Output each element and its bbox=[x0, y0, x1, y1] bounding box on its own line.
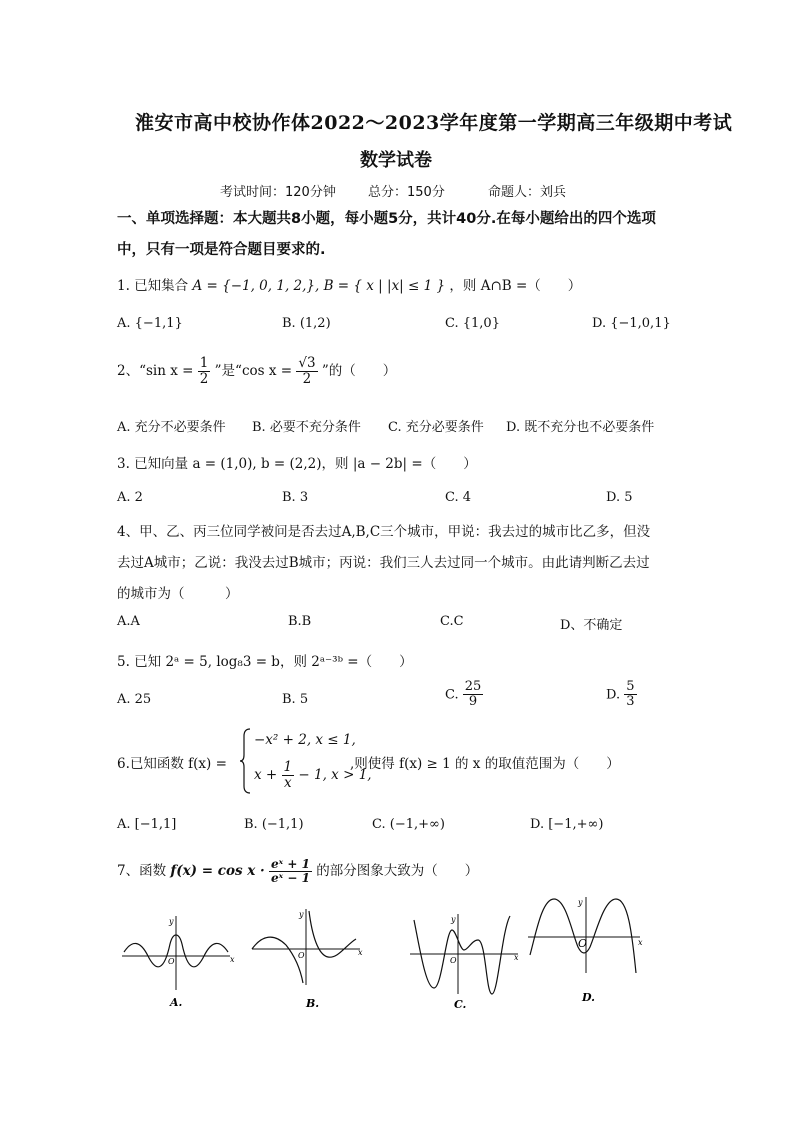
section-heading-line1: 一、单项选择题：本大题共8小题，每小题5分，共计40分.在每小题给出的四个选项 bbox=[117, 211, 656, 227]
graph-b-label: B. bbox=[306, 997, 320, 1010]
q2-frac1-num: 1 bbox=[199, 355, 209, 371]
q7-fraction bbox=[269, 858, 312, 885]
q7-frac-num: eˣ + 1 bbox=[271, 857, 310, 871]
q2-fraction-1 bbox=[198, 356, 211, 387]
q5-c-num: 25 bbox=[464, 679, 482, 694]
q2-frac2-num: √3 bbox=[298, 355, 316, 371]
graph-c-origin: O bbox=[450, 956, 457, 965]
q6-suffix: ,则使得 f(x) ≥ 1 的 x 的取值范围为（ ） bbox=[350, 756, 620, 772]
q5-option-d-fraction bbox=[624, 680, 636, 710]
graph-b-y-label: y bbox=[299, 910, 304, 919]
q5-option-d-label: D. bbox=[606, 687, 621, 703]
q2-frac1-den: 2 bbox=[199, 370, 209, 387]
q3-option-b: B. 3 bbox=[282, 490, 309, 505]
q4-option-b: B.B bbox=[288, 614, 312, 629]
q2-fraction-2 bbox=[296, 356, 317, 387]
q5-option-d bbox=[606, 680, 637, 710]
question-2 bbox=[117, 356, 396, 387]
q6-prefix: 6.已知函数 f(x) = bbox=[117, 756, 227, 772]
q1-option-b: B. (1,2) bbox=[282, 316, 331, 331]
q6-case-1: −x² + 2, x ≤ 1, bbox=[254, 732, 356, 748]
graph-a-y-label: y bbox=[169, 917, 174, 926]
graph-d-origin: O bbox=[578, 937, 588, 950]
graph-a-label: A. bbox=[170, 996, 183, 1009]
question-4-line3: 的城市为（ ） bbox=[117, 586, 239, 602]
q7-graph-c bbox=[406, 910, 524, 1016]
q6-case2-num: 1 bbox=[283, 759, 293, 775]
question-1 bbox=[117, 274, 581, 294]
q6-option-a: A. [−1,1] bbox=[117, 817, 177, 832]
q2-option-a: A. 充分不必要条件 bbox=[117, 420, 226, 435]
q5-c-den: 9 bbox=[468, 694, 478, 710]
exam-author: 命题人：刘兵 bbox=[488, 185, 567, 200]
q6-option-c: C. (−1,+∞) bbox=[372, 817, 445, 832]
q5-option-c-fraction bbox=[463, 680, 484, 710]
q7-prefix: 7、函数 bbox=[117, 863, 167, 880]
q1-option-c: C. {1,0} bbox=[445, 316, 500, 331]
page-title: 淮安市高中校协作体2022～2023学年度第一学期高三年级期中考试 bbox=[135, 112, 733, 134]
q1-prefix: 1. 已知集合 bbox=[117, 278, 189, 294]
graph-a-origin: O bbox=[168, 957, 175, 966]
question-4-line1: 4、甲、乙、丙三位同学被问是否去过A,B,C三个城市，甲说：我去过的城市比乙多，但没 bbox=[117, 524, 651, 540]
q1-set-b: , B = { x | |x| ≤ 1 } bbox=[315, 278, 446, 294]
graph-d-y-label: y bbox=[578, 898, 583, 907]
graph-c-y-label: y bbox=[451, 915, 456, 924]
q1-option-d: D. {−1,0,1} bbox=[592, 316, 671, 331]
graph-d-x-label: x bbox=[638, 938, 643, 947]
question-4-line2: 去过A城市；乙说：我没去过B城市；丙说：我们三人去过同一个城市。由此请判断乙去过 bbox=[117, 555, 650, 571]
q7-graph-a bbox=[118, 912, 236, 1012]
q5-d-den: 3 bbox=[626, 694, 635, 710]
graph-b-origin: O bbox=[298, 951, 305, 960]
q2-middle: ”是“cos x = bbox=[214, 362, 293, 379]
q2-suffix: ”的（ ） bbox=[321, 362, 397, 379]
graph-c-x-label: x bbox=[514, 953, 519, 962]
question-5: 5. 已知 2ᵃ = 5, log₈3 = b，则 2ᵃ⁻³ᵇ =（ ） bbox=[117, 654, 413, 670]
q5-option-b: B. 5 bbox=[282, 692, 309, 707]
q6-case2-fraction bbox=[282, 760, 295, 791]
q7-frac-den: eˣ − 1 bbox=[271, 871, 310, 886]
graph-a-x-label: x bbox=[230, 955, 235, 964]
q1-option-a: A. {−1,1} bbox=[117, 316, 183, 331]
q1-set-a: A = {−1, 0, 1, 2,} bbox=[192, 278, 315, 294]
q7-function: f(x) = cos x · bbox=[170, 863, 265, 880]
q4-option-d: D、不确定 bbox=[560, 618, 623, 633]
q4-option-c: C.C bbox=[440, 614, 464, 629]
q2-option-b: B. 必要不充分条件 bbox=[252, 420, 361, 435]
q2-option-d: D. 既不充分也不必要条件 bbox=[506, 420, 655, 435]
graph-d-label: D. bbox=[582, 991, 595, 1004]
q6-case2-pre: x + bbox=[254, 766, 278, 783]
q1-suffix: ，则 A∩B =（ ） bbox=[449, 278, 582, 294]
q6-case2-den: x bbox=[284, 774, 292, 791]
q2-prefix: 2、“sin x = bbox=[117, 362, 194, 379]
q6-brace bbox=[240, 728, 252, 794]
graph-c-label: C. bbox=[454, 998, 467, 1011]
q3-option-d: D. 5 bbox=[606, 490, 633, 505]
q3-option-a: A. 2 bbox=[117, 490, 143, 505]
question-3: 3. 已知向量 a = (1,0), b = (2,2)，则 |a − 2b| =（ ） bbox=[117, 456, 477, 472]
q5-option-c-label: C. bbox=[445, 687, 459, 703]
q7-graph-b bbox=[248, 905, 366, 1015]
total-score: 总分：150分 bbox=[368, 185, 445, 200]
q6-option-b: B. (−1,1) bbox=[244, 817, 304, 832]
q4-option-a: A.A bbox=[117, 614, 140, 629]
question-7 bbox=[117, 858, 478, 885]
q6-case2-post: − 1, x > 1, bbox=[298, 766, 372, 783]
q2-option-c: C. 充分必要条件 bbox=[388, 420, 484, 435]
section-heading-line2: 中，只有一项是符合题目要求的. bbox=[117, 242, 326, 258]
q5-d-num: 5 bbox=[626, 679, 635, 694]
exam-time: 考试时间：120分钟 bbox=[220, 185, 336, 200]
graph-b-x-label: x bbox=[358, 948, 363, 957]
page-subtitle: 数学试卷 bbox=[360, 150, 432, 171]
q3-option-c: C. 4 bbox=[445, 490, 472, 505]
q6-option-d: D. [−1,+∞) bbox=[530, 817, 604, 832]
q7-graph-d bbox=[524, 893, 646, 1008]
q5-option-a: A. 25 bbox=[117, 692, 152, 707]
q5-option-c bbox=[445, 680, 483, 710]
q2-frac2-den: 2 bbox=[302, 370, 312, 387]
q7-suffix: 的部分图象大致为（ ） bbox=[316, 863, 479, 880]
